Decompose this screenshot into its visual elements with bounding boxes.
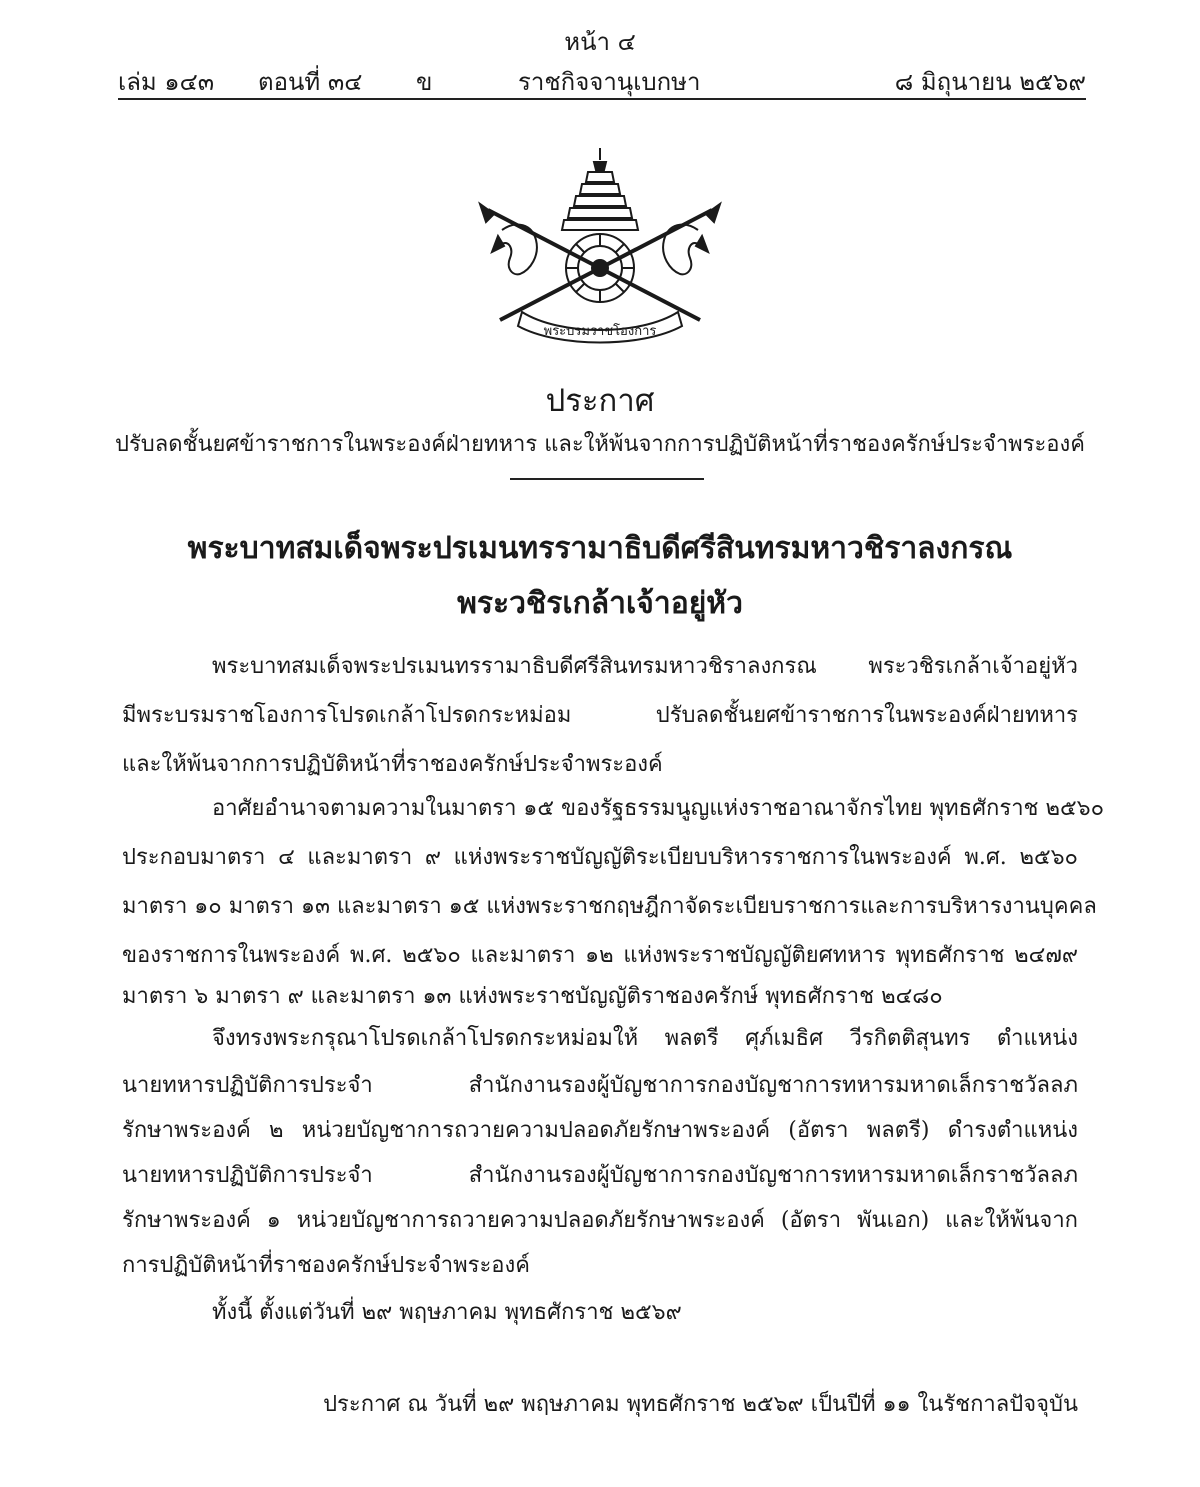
body-line: มาตรา ๑๐ มาตรา ๑๓ และมาตรา ๑๕ แห่งพระราชกฤษฎีกาจัดระเบียบราชการและการบริหารงานบุคคล bbox=[122, 894, 1097, 919]
section-letter: ข bbox=[416, 68, 433, 96]
issue-number: ตอนที่ ๓๔ bbox=[258, 68, 363, 96]
body-line: ทั้งนี้ ตั้งแต่วันที่ ๒๙ พฤษภาคม พุทธศักราช ๒๕๖๙ bbox=[212, 1300, 682, 1325]
gazette-name: ราชกิจจานุเบกษา bbox=[518, 68, 701, 96]
royal-emblem-icon bbox=[470, 140, 730, 350]
gazette-header bbox=[118, 62, 1086, 100]
body-line: มาตรา ๖ มาตรา ๙ และมาตรา ๑๓ แห่งพระราชบัญญัติราชองครักษ์ พุทธศักราช ๒๔๘๐ bbox=[122, 984, 943, 1009]
issue-date: ๘ มิถุนายน ๒๕๖๙ bbox=[894, 68, 1086, 96]
emblem-banner-text: พระบรมราชโองการ bbox=[543, 324, 657, 339]
announcement-title: ประกาศ bbox=[545, 383, 655, 419]
page-number: หน้า ๔ bbox=[564, 28, 636, 56]
announcement-date-footer: ประกาศ ณ วันที่ ๒๙ พฤษภาคม พุทธศักราช ๒๕๖๙ เป็นปีที่ ๑๑ ในรัชกาลปัจจุบัน bbox=[323, 1392, 1078, 1417]
body-line: อาศัยอำนาจตามความในมาตรา ๑๕ ของรัฐธรรมนูญแห่งราชอาณาจักรไทย พุทธศักราช ๒๕๖๐ bbox=[212, 796, 1105, 821]
body-line: และให้พ้นจากการปฏิบัติหน้าที่ราชองครักษ์ประจำพระองค์ bbox=[122, 752, 663, 777]
body-line: นายทหารปฏิบัติการประจำ สำนักงานรองผู้บัญชาการกองบัญชาการทหารมหาดเล็กราชวัลลภ bbox=[122, 1163, 1078, 1188]
body-line: รักษาพระองค์ ๒ หน่วยบัญชาการถวายความปลอดภัยรักษาพระองค์ (อัตรา พลตรี) ดำรงตำแหน่ง bbox=[122, 1118, 1078, 1143]
body-line: พระบาทสมเด็จพระปรเมนทรรามาธิบดีศรีสินทรมหาวชิราลงกรณ พระวชิรเกล้าเจ้าอยู่หัว bbox=[212, 654, 1078, 679]
king-name-line-1: พระบาทสมเด็จพระปรเมนทรรามาธิบดีศรีสินทรมหาวชิราลงกรณ bbox=[187, 531, 1013, 566]
volume-number: เล่ม ๑๔๓ bbox=[118, 68, 215, 96]
body-line: การปฏิบัติหน้าที่ราชองครักษ์ประจำพระองค์ bbox=[122, 1253, 530, 1278]
body-line: นายทหารปฏิบัติการประจำ สำนักงานรองผู้บัญชาการกองบัญชาการทหารมหาดเล็กราชวัลลภ bbox=[122, 1073, 1078, 1098]
body-line: จึงทรงพระกรุณาโปรดเกล้าโปรดกระหม่อมให้ พลตรี ศุภ์เมธิศ วีรกิตติสุนทร ตำแหน่ง bbox=[212, 1026, 1078, 1051]
title-divider bbox=[510, 478, 704, 480]
body-line: รักษาพระองค์ ๑ หน่วยบัญชาการถวายความปลอดภัยรักษาพระองค์ (อัตรา พันเอก) และให้พ้นจาก bbox=[122, 1208, 1078, 1233]
body-line: มีพระบรมราชโองการโปรดเกล้าโปรดกระหม่อม ปรับลดชั้นยศข้าราชการในพระองค์ฝ่ายทหาร bbox=[122, 703, 1078, 728]
body-line: ของราชการในพระองค์ พ.ศ. ๒๕๖๐ และมาตรา ๑๒ แห่งพระราชบัญญัติยศทหาร พุทธศักราช ๒๔๗๙ bbox=[122, 943, 1078, 968]
king-name-line-2: พระวชิรเกล้าเจ้าอยู่หัว bbox=[457, 586, 743, 621]
body-line: ประกอบมาตรา ๔ และมาตรา ๙ แห่งพระราชบัญญัติระเบียบบริหารราชการในพระองค์ พ.ศ. ๒๕๖๐ bbox=[122, 845, 1078, 870]
announcement-subtitle: ปรับลดชั้นยศข้าราชการในพระองค์ฝ่ายทหาร และให้พ้นจากการปฏิบัติหน้าที่ราชองครักษ์ประจำพระองค์ bbox=[115, 432, 1085, 457]
